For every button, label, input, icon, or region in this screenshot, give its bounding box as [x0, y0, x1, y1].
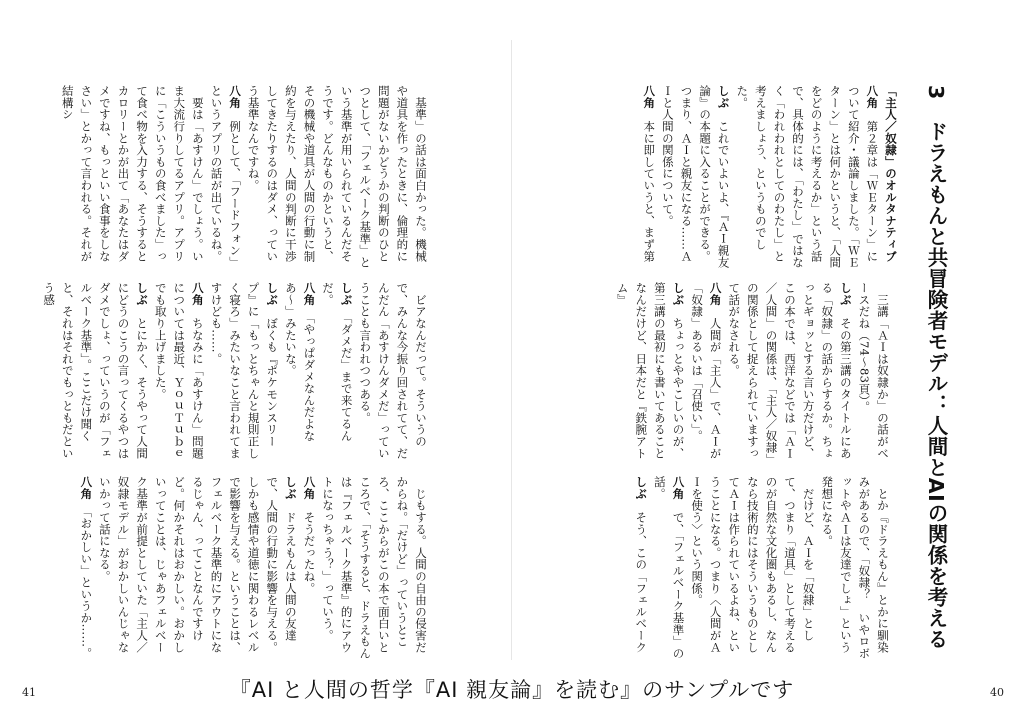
speaker-label: しぶ	[634, 476, 649, 500]
speaker-label: 八角	[228, 85, 243, 109]
paragraph-text: 例として、「フードフォン」というアプリの話が出ているね。	[209, 85, 243, 269]
paragraph	[687, 476, 817, 661]
paragraph	[725, 282, 855, 464]
paragraph-text: 基準」の話は面白かった。機械や道具を作ったときに、倫理的に問題がないかどうかの判断のひとつとして、「フェルベーク基準」という基準が用いられているんだそうです。どんなものかというと、その機械や道具が人間の行動に制約を与えたり、人間の判断に干渉してきたりするのはダメ、っていう基準なんですね。	[246, 85, 428, 269]
paragraph	[613, 282, 687, 464]
paragraph	[244, 85, 430, 270]
paragraph-text: じもする。人間の自由の侵害だからね。「だけど」っていうところ、ここからがこの本で面白いところで、「そうすると、ドラえもんは『フェルベーク基準』的にアウトになっちゃう？」っていう。	[321, 476, 428, 660]
speaker-label: 八角	[671, 476, 686, 500]
right-top-tier	[610, 85, 900, 270]
paragraph-text: 「おかしい」というか……。	[79, 511, 94, 660]
paragraph-text: で、「フェルベーク基準」の話。	[652, 476, 686, 660]
paragraph	[650, 476, 687, 661]
paragraph-text: ちなみに「あすけん」問題については最近、ＹｏｕＴｕｂｅでも取り上げました。	[153, 282, 205, 460]
paragraph-text: ちょっとややこしいのが、第三講の最初にも書いてあることなんだけど、日本だと『鉄腕アトム』	[615, 282, 686, 460]
paragraph-text: 三講「ＡＩは奴隷か」の話がベースだね（74〜83頁）。	[857, 282, 890, 460]
paragraph-text: 第２章は「ＷＥターン」について紹介・議論しました。「ＷＥターン」とは何かというと、「人間をどのように考えるか」という話で、具体的には、「わたし」ではなく「われわれとしてのわたし」と考えましょう、というものでした。	[735, 85, 880, 269]
paragraph	[818, 476, 892, 661]
speaker-label: しぶ	[265, 282, 280, 306]
speaker-label: 八角	[302, 282, 317, 306]
paragraph	[281, 282, 318, 464]
paragraph	[207, 282, 281, 464]
paragraph	[318, 476, 430, 661]
paragraph-text: とにかく、そうやって人間にどうのこうの言ってくるやつはダメでしょ、っていうのが「フェルベーク基準」。ここだけ聞くと、それはそれでもっともだという感	[42, 282, 150, 460]
speaker-label: しぶ	[838, 282, 853, 306]
paragraph-text: 本に即していうと、まず第	[642, 120, 657, 263]
chapter-title: 3 ドラえもんと共冒険者モデル：人間とAIの関係を考える	[924, 85, 948, 650]
left-middle-tier	[42, 282, 430, 464]
paragraph	[300, 476, 319, 661]
paragraph-text: そう、この「フェルベーク	[634, 511, 649, 654]
paragraph	[733, 85, 882, 270]
speaker-label: しぶ	[135, 282, 150, 306]
left-top-tier	[58, 85, 430, 270]
paragraph	[40, 282, 152, 464]
paragraph	[855, 282, 892, 464]
speaker-label: 八角	[190, 282, 205, 306]
speaker-label: 八角	[302, 476, 317, 500]
paragraph	[640, 85, 659, 270]
paragraph-text: 「ダメだ」まで来てるんだ。	[321, 282, 354, 442]
right-page-number: 40	[990, 686, 1004, 699]
speaker-label: しぶ	[716, 85, 731, 109]
paragraph	[151, 282, 207, 464]
paragraph	[632, 476, 651, 661]
paragraph	[58, 85, 207, 270]
paragraph	[207, 85, 244, 270]
paragraph-text: だけど、ＡＩを「奴隷」として、つまり「道具」として考えるのが自然な文化圏もあるし、なんなら技術的にはそういうものとしてＡＩは作られているよね、ということになる。つまり〈人間がＡＩを使う〉という関係。	[690, 476, 816, 653]
page-gutter	[511, 40, 512, 660]
section-subheading: 「主人／奴隷」のオルタナティブ	[884, 85, 898, 262]
paragraph-text: 要は「あすけん」でしょう。いま大流行りしてるアプリ。アプリに「こういうもの食べました」って食べ物を入力する、そうするとカロリーとかが出て「あなたはダメですね、もっといい食事をしなさい」とかって言われる。それが結構シ	[60, 85, 205, 263]
paragraph-text: ビアなんだって。そういうので、みんな今振り回されてて、だんだん「あすけんダメだ」っていうことも言われつつある。	[358, 282, 428, 459]
paragraph	[881, 85, 900, 270]
speaker-label: しぶ	[339, 282, 354, 306]
speaker-label: しぶ	[283, 476, 298, 500]
paragraph	[318, 282, 355, 464]
paragraph-text: ドラえもんは人間の友達で、人間の行動に影響を与える。しかも感情や道徳に関わるレベルで影響を与える。ということは、フェルベーク基準的にアウトになるじゃん、ってことなんですけど。何かそれはおかしい。おかしいってことは、じゃあフェルベーク基準が前提としていた「主人／奴隷モデル」がおかしいんじゃないかって話になる。	[97, 476, 298, 653]
paragraph-text: これでいよいよ、『ＡＩ親友論』の本題に入ることができる。つまり、ＡＩと親友になる……ＡＩと人間の関係について。	[660, 85, 731, 269]
left-bottom-tier	[58, 476, 430, 661]
paragraph-text: とか『ドラえもん』とかに馴染みがあるので、「奴隷？ いやロボットやＡＩは友達でしょ」という発想になる。	[820, 476, 890, 660]
paragraph-text: 人間が「主人」で、ＡＩが「奴隷」あるいは「召使い」。	[690, 282, 723, 460]
paragraph	[687, 282, 724, 464]
paragraph	[77, 476, 96, 661]
paragraph	[356, 282, 430, 464]
paragraph	[95, 476, 300, 661]
speaker-label: 八角	[79, 476, 94, 500]
paragraph	[658, 85, 732, 270]
sample-banner: 『AI と人間の哲学『AI 親友論』を読む』のサンプルです	[229, 678, 795, 702]
speaker-label: 八角	[708, 282, 723, 306]
paragraph-text: そうだったね。	[302, 511, 317, 595]
speaker-label: 八角	[865, 85, 880, 109]
right-middle-tier	[600, 282, 892, 464]
paragraph-text: 「やっぱダメなんだよなあ〜」みたいな。	[283, 282, 317, 442]
right-bottom-tier	[600, 476, 892, 661]
left-page-number: 41	[22, 686, 36, 699]
paragraph-text: その第三講のタイトルにある「奴隷」の話からするか。ちょっとギョッとする言い方だけど、この本では、西洋などでは「ＡＩ／人間」の関係は、「主人／奴隷」の関係として捉えられていますって話がなされる。	[727, 282, 853, 460]
speaker-label: 八角	[642, 85, 657, 109]
speaker-label: しぶ	[671, 282, 686, 306]
paragraph-text: ぼくも『ポケモンスリープ』に「もっとちゃんと規則正しく寝ろ」みたいなこと言われてますけども……。	[209, 282, 280, 459]
